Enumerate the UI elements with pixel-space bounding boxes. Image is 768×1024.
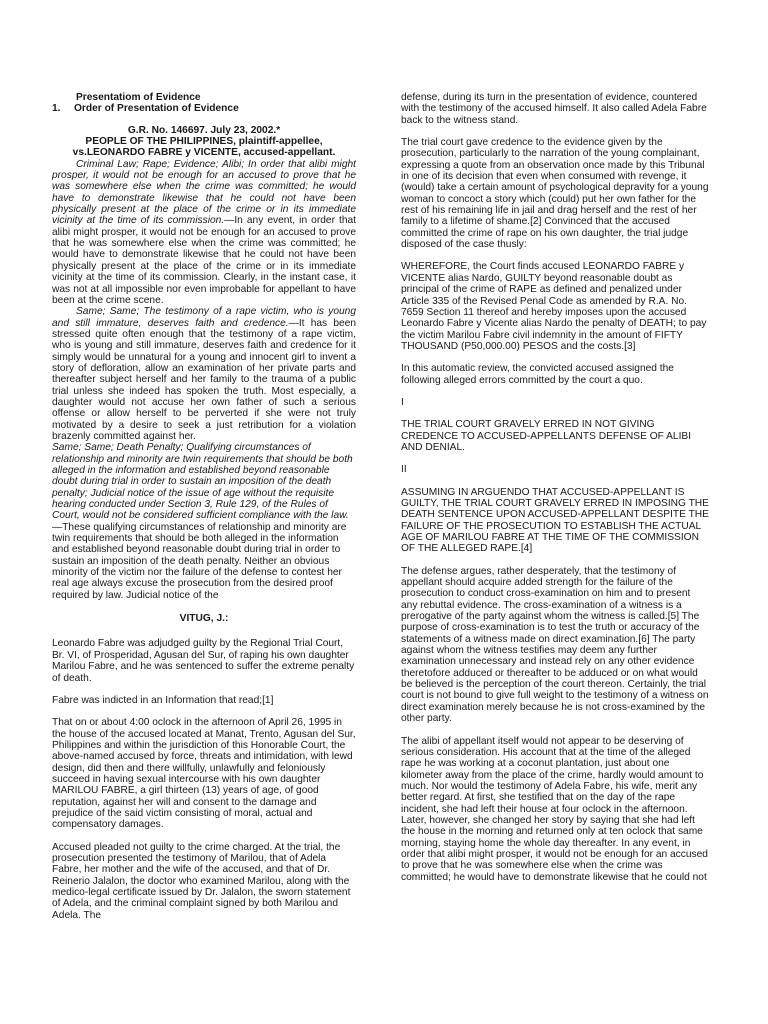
syllabus-2-italic: Same; Same; The testimony of a rape victim, who is young and still immature, deserves faith and credence. xyxy=(52,306,356,329)
assigned-error: THE TRIAL COURT GRAVELY ERRED IN NOT GIVING CREDENCE TO ACCUSED-APPELLANTS DEFENSE OF ALIBI AND DENIAL. xyxy=(401,419,692,453)
ponente-heading: VITUG, J.: xyxy=(179,613,229,625)
error-number: I xyxy=(401,396,404,408)
body-paragraph: Fabre was indicted in an Information that read;[1] xyxy=(52,694,274,706)
left-column xyxy=(52,92,356,921)
syllabus-3-text: —These qualifying circumstances of relationship and minority are twin requirements that should be both alleged in the information and established beyond reasonable doubt during trial in order to sustain an imposition of the death penalty. Neither an obvious minority of the victim nor the failure of the defense to contest her real age always excuse the prosecution from the desired proof required by law. Judicial notice of the xyxy=(52,521,347,601)
body-paragraph: In this automatic review, the convicted accused assigned the following alleged errors committed by the court a quo. xyxy=(401,363,674,386)
information-quote: That on or about 4:00 oclock in the afternoon of April 26, 1995 in the house of the accused located at Manat, Trento, Agusan del Sur, Philippines and within the jurisdiction of this Honorable Court, the above-named accused by force, threats and intimidation, with lewd design, did then and there willfully, unlawfully and feloniously succeed in having sexual intercourse with his own daughter MARILOU FABRE, a girl thirteen (13) years of age, of good reputation, against her will and consent to the damage and prejudice of the said victim consisting of moral, actual and compensatory damages. xyxy=(52,717,356,831)
dispositive-quote: WHEREFORE, the Court finds accused LEONARDO FABRE y VICENTE alias Nardo, GUILTY beyond reasonable doubt as principal of the crime of RAPE as defined and penalized under Article 335 of the Revised Penal Code as amended by R.A. No. 7659 Section 11 thereof and hereby imposes upon the accused Leonardo Fabre y Vicente alias Nardo the penalty of DEATH; to pay the victim Marilou Fabre civil indemnity in the amount of FIFTY THOUSAND (P50,000.00) PESOS and the costs.[3] xyxy=(401,261,707,352)
syllabus-3-italic: Same; Same; Death Penalty; Qualifying circumstances of relationship and minority are twin requirements that should be both alleged in the information and established beyond reasonable doubt during trial in order to sustain an imposition of the death penalty; Judicial notice of the issue of age without the requisite hearing conducted under Section 3, Rule 129, of the Rules of Court, would not be considered sufficient compliance with the law. xyxy=(52,442,353,522)
assigned-error: ASSUMING IN ARGUENDO THAT ACCUSED-APPELLANT IS GUILTY, THE TRIAL COURT GRAVELY ERRED IN IMPOSING THE DEATH SENTENCE UPON ACCUSED-APPELLANT DESPITE THE FAILURE OF THE PROSECUTION TO ESTABLISH THE ACTUAL AGE OF MARILOU FABRE AT THE TIME OF THE COMMISSION OF THE ALLEGED RAPE.[4] xyxy=(401,486,709,555)
document-title: Presentatiom of Evidence xyxy=(76,92,201,103)
error-number: II xyxy=(401,464,407,476)
body-paragraph: Leonardo Fabre was adjudged guilty by the Regional Trial Court, Br. VI, of Prosperidad, Agusan del Sur, of raping his own daughter Marilou Fabre, and he was sentenced to suffer the extreme penalty of death. xyxy=(52,638,355,684)
syllabus-1-text: —In any event, in order that alibi might prosper, it would not be enough for an accused to prove that he was somewhere else when the crime was committed; he would have to demonstrate likewise that he could not have been physically present at the place of the crime or in its immediate vicinity at the time of its commission. Clearly, in the instant case, it was not at all impossible nor even improbable for appellant to have been at the crime scene. xyxy=(52,215,357,306)
body-paragraph: The trial court gave credence to the evidence given by the prosecution, particularly to the narration of the young complainant, expressing a quote from an observation once made by this Tribunal in one of its decision that even when consumed with revenge, it (would) take a certain amount of psychological depravity for a young woman to concoct a story which (could) put her own father for the rest of his remaining life in jail and drag herself and the rest of her family to a lifetime of shame.[2] Convinced that the accused committed the crime of rape on his own daughter, the trial judge disposed of the case thusly: xyxy=(401,137,709,251)
section-heading xyxy=(52,103,356,114)
section-label: Order of Presentation of Evidence xyxy=(74,103,239,115)
body-paragraph: defense, during its turn in the presentation of evidence, countered with the testimony of the accused himself. It also called Adela Fabre back to the witness stand. xyxy=(401,92,707,126)
syllabus-paragraph-1 xyxy=(52,159,356,306)
section-number: 1. xyxy=(52,103,61,115)
body-paragraph: Accused pleaded not guilty to the crime charged. At the trial, the prosecution presented the testimony of Marilou, that of Adela Fabre, her mother and the wife of the accused, and that of Dr. Reinerio Jalalon, the doctor who examined Marilou, along with the medico-legal certificate issued by Dr. Jalalon, the sworn statement of Adela, and the criminal complaint signed by both Marilou and Adela. The xyxy=(52,841,351,921)
case-parties-accused: vs.LEONARDO FABRE y VICENTE, accused-appellant. xyxy=(72,147,336,159)
syllabus-paragraph-3 xyxy=(52,442,356,601)
case-number: G.R. No. 146697. July 23, 2002.* xyxy=(127,124,281,136)
syllabus-2-text: —It has been stressed quite often enough that the testimony of a rape victim, who is young and still immature, deserves faith and credence for it simply would be unnatural for a young and innocent girl to invent a story of defloration, allow an examination of her private parts and thereafter subject herself and her family to the trauma of a public trial unless she indeed has spoken the truth. Most especially, a daughter would not accuse her own father of such a serious offense or allow herself to be perverted if she were not truly motivated by a desire to seek a just retribution for a violation brazenly committed against her. xyxy=(52,317,356,442)
body-paragraph: The alibi of appellant itself would not appear to be deserving of serious consideration. His account that at the time of the alleged rape he was working at a coconut plantation, just about one kilometer away from the place of the crime, hardly would amount to much. Nor would the testimony of Adela Fabre, his wife, merit any better regard. At first, she testified that on the day of the rape incident, she had left their house at four oclock in the afternoon. Later, however, she changed her story by saying that she had left the house in the morning and returned only at ten oclock that same morning, staying home the whole day thereafter. In any event, in order that alibi might prosper, it would not be enough for an accused to prove that he was somewhere else when the crime was committed; he would have to demonstrate likewise that he could not xyxy=(401,735,708,883)
case-parties-plaintiff: PEOPLE OF THE PHILIPPINES, plaintiff-appellee, xyxy=(85,136,323,148)
syllabus-paragraph-2 xyxy=(52,306,356,442)
body-paragraph: The defense argues, rather desperately, that the testimony of appellant should acquire added strength for the failure of the prosecution to conduct cross-examination on him and to present any rebuttal evidence. The cross-examination of a witness is a prerogative of the party against whom the witness is called.[5] The purpose of cross-examination is to test the truth or accuracy of the statements of a witness made on direct examination.[6] The party against whom the witness testifies may deem any further examination unnecessary and instead rely on any other evidence theretofore adduced or thereafter to be adduced or on what would be believed is the perception of the court thereon. Certainly, the trial court is not bound to give full weight to the testimony of a witness on direct examination merely because he is not cross-examined by the other party. xyxy=(401,565,709,725)
syllabus-1-italic: Criminal Law; Rape; Evidence; Alibi; In order that alibi might prosper, it would not be enough for an accused to prove that he was somewhere else when the crime was committed; he would have to demonstrate likewise that he could not have been physically present at the place of the crime or in its immediate vicinity at the time of its commission. xyxy=(52,158,356,227)
right-column xyxy=(401,92,709,883)
